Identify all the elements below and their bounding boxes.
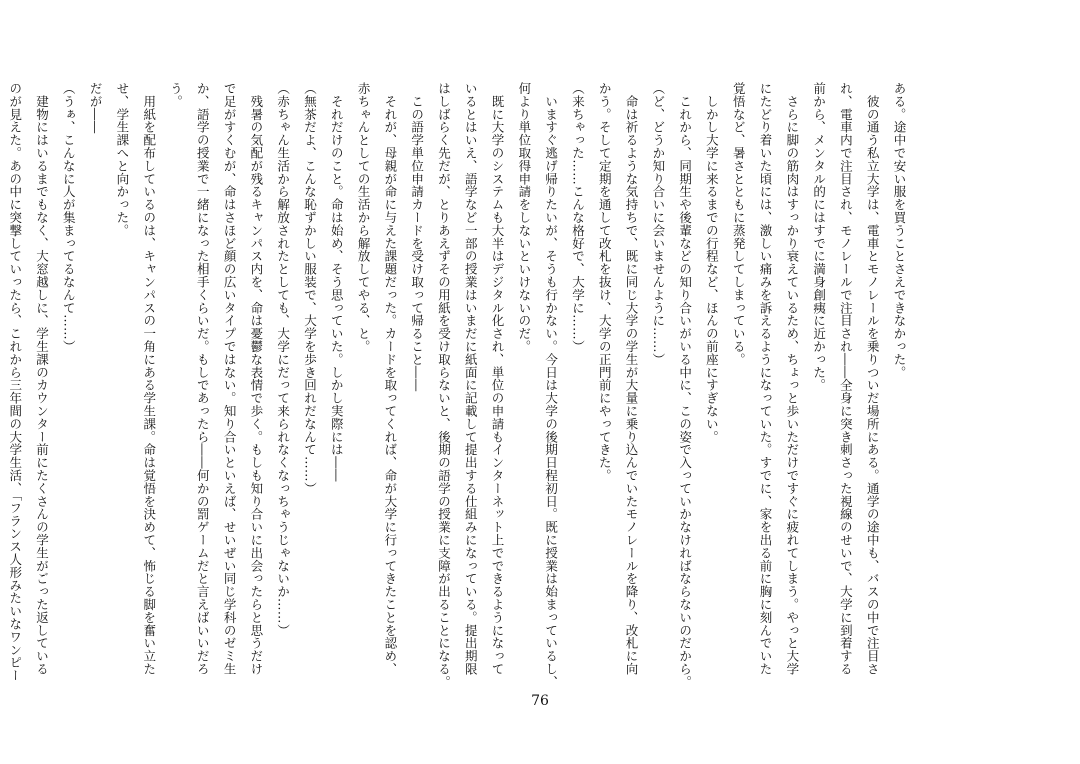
text-line: これから、同期生や後輩などの知り合いがいる中に、この姿で入っていかなければならないのだから。 bbox=[677, 82, 693, 689]
text-line: （ど、どうか知り合いに会いませんように……） bbox=[650, 82, 666, 366]
text-line: 何より単位取得申請をしないといけないのだ。 bbox=[516, 82, 532, 353]
text-line: 残暑の気配が残るキャンパス内を、命は憂鬱な表情で歩く。もしも知り合いに出会ったらと思うだけ bbox=[248, 82, 264, 676]
text-line: 命は祈るような気持ちで、既に同じ大学の学生が大量に乗り込んでいたモノレールを降り、改札に向 bbox=[624, 82, 640, 676]
text-line: にたどり着いた頃には、激しい痛みを訴えるようになっていた。すでに、家を出る前に胸に刻んでいた bbox=[758, 82, 774, 676]
text-line: 赤ちゃんとしての生活から解放してやる、と。 bbox=[356, 82, 372, 353]
text-line: はしばらく先だが、とりあえずその用紙を受け取らないと、後期の語学の授業に支障が出ることになる。 bbox=[436, 82, 452, 689]
text-line: 用紙を配布しているのは、キャンパスの一角にある学生課。命は覚悟を決めて、怖じる脚を奮い立た bbox=[141, 82, 157, 676]
text-line: か、語学の授業で一緒になった相手くらいだ。もしであったら――何かの罰ゲームだと言えばいいだろ bbox=[195, 82, 211, 676]
text-line: 建物にはいるまでもなく、大窓越しに、学生課のカウンター前にたくさんの学生がごった返している bbox=[34, 82, 50, 676]
text-line: で足がすくむが、命はさほど顔の広いタイプではない。知り合いといえば、せいぜい同じ学科のゼミ生 bbox=[222, 82, 238, 676]
text-line: だが―― bbox=[88, 82, 104, 134]
text-line: いるとはいえ、語学など一部の授業はいまだに紙面に記載して提出する仕組みになっている。提出期限 bbox=[463, 82, 479, 676]
text-line: う。 bbox=[168, 82, 184, 108]
text-line: （来ちゃった……こんな格好で、大学に……） bbox=[570, 82, 586, 353]
text-line: 既に大学のシステムも大半はデジタル化され、単位の申請もインターネット上でできるようになって bbox=[490, 82, 506, 676]
text-line: この語学単位申請カードを受け取って帰ること―― bbox=[409, 82, 425, 392]
page-number: 76 bbox=[531, 693, 549, 709]
text-line: （赤ちゃん生活から解放されたとしても、大学にだって来られなくなっちゃうじゃないか……） bbox=[275, 82, 291, 637]
text-line: いますぐ逃げ帰りたいが、そうも行かない。今日は大学の後期日程初日。既に授業は始まっているし、 bbox=[543, 82, 559, 689]
text-line: 前から、メンタル的にはすでに満身創痍に近かった。 bbox=[811, 82, 827, 392]
text-line: （うぁ、こんなに人が集まってるなんて……） bbox=[61, 82, 77, 353]
text-line: しかし大学に来るまでの行程など、ほんの前座にすぎない。 bbox=[704, 82, 720, 444]
text-line: ある。途中で安い服を買うことさえできなかった。 bbox=[892, 82, 907, 379]
text-line: 覚悟など、暑さとともに蒸発してしまっている。 bbox=[731, 82, 747, 366]
text-line: それだけのこと。命は始め、そう思っていた。しかし実際には―― bbox=[329, 82, 345, 482]
vertical-text-block bbox=[7, 82, 912, 690]
text-line: のが見えた。あの中に突撃していったら、これから三年間の大学生活、「フランス人形みたいなワンピー bbox=[7, 82, 23, 683]
text-line: れ、電車内で注目され、モノレールで注目され――全身に突き刺さった視線のせいで、大学に到着する bbox=[838, 82, 854, 676]
text-line: さらに脚の筋肉はすっかり衰えているため、ちょっと歩いただけですぐに疲れてしまう。やっと大学 bbox=[784, 82, 800, 676]
text-line: 彼の通う私立大学は、電車とモノレールを乗りついだ場所にある。通学の途中も、バスの中で注目さ bbox=[865, 82, 881, 676]
text-line: それが、母親が命に与えた課題だった。カードを取ってくれば、命が大学に行ってきたことを認め、 bbox=[382, 82, 398, 676]
text-line: （無茶だよ、こんな恥ずかしい服装で、大学を歩き回れだなんて……） bbox=[302, 82, 318, 495]
text-line: かう。そして定期を通して改札を抜け、大学の正門前にやってきた。 bbox=[597, 82, 613, 482]
text-line: せ、学生課へと向かった。 bbox=[114, 82, 130, 237]
